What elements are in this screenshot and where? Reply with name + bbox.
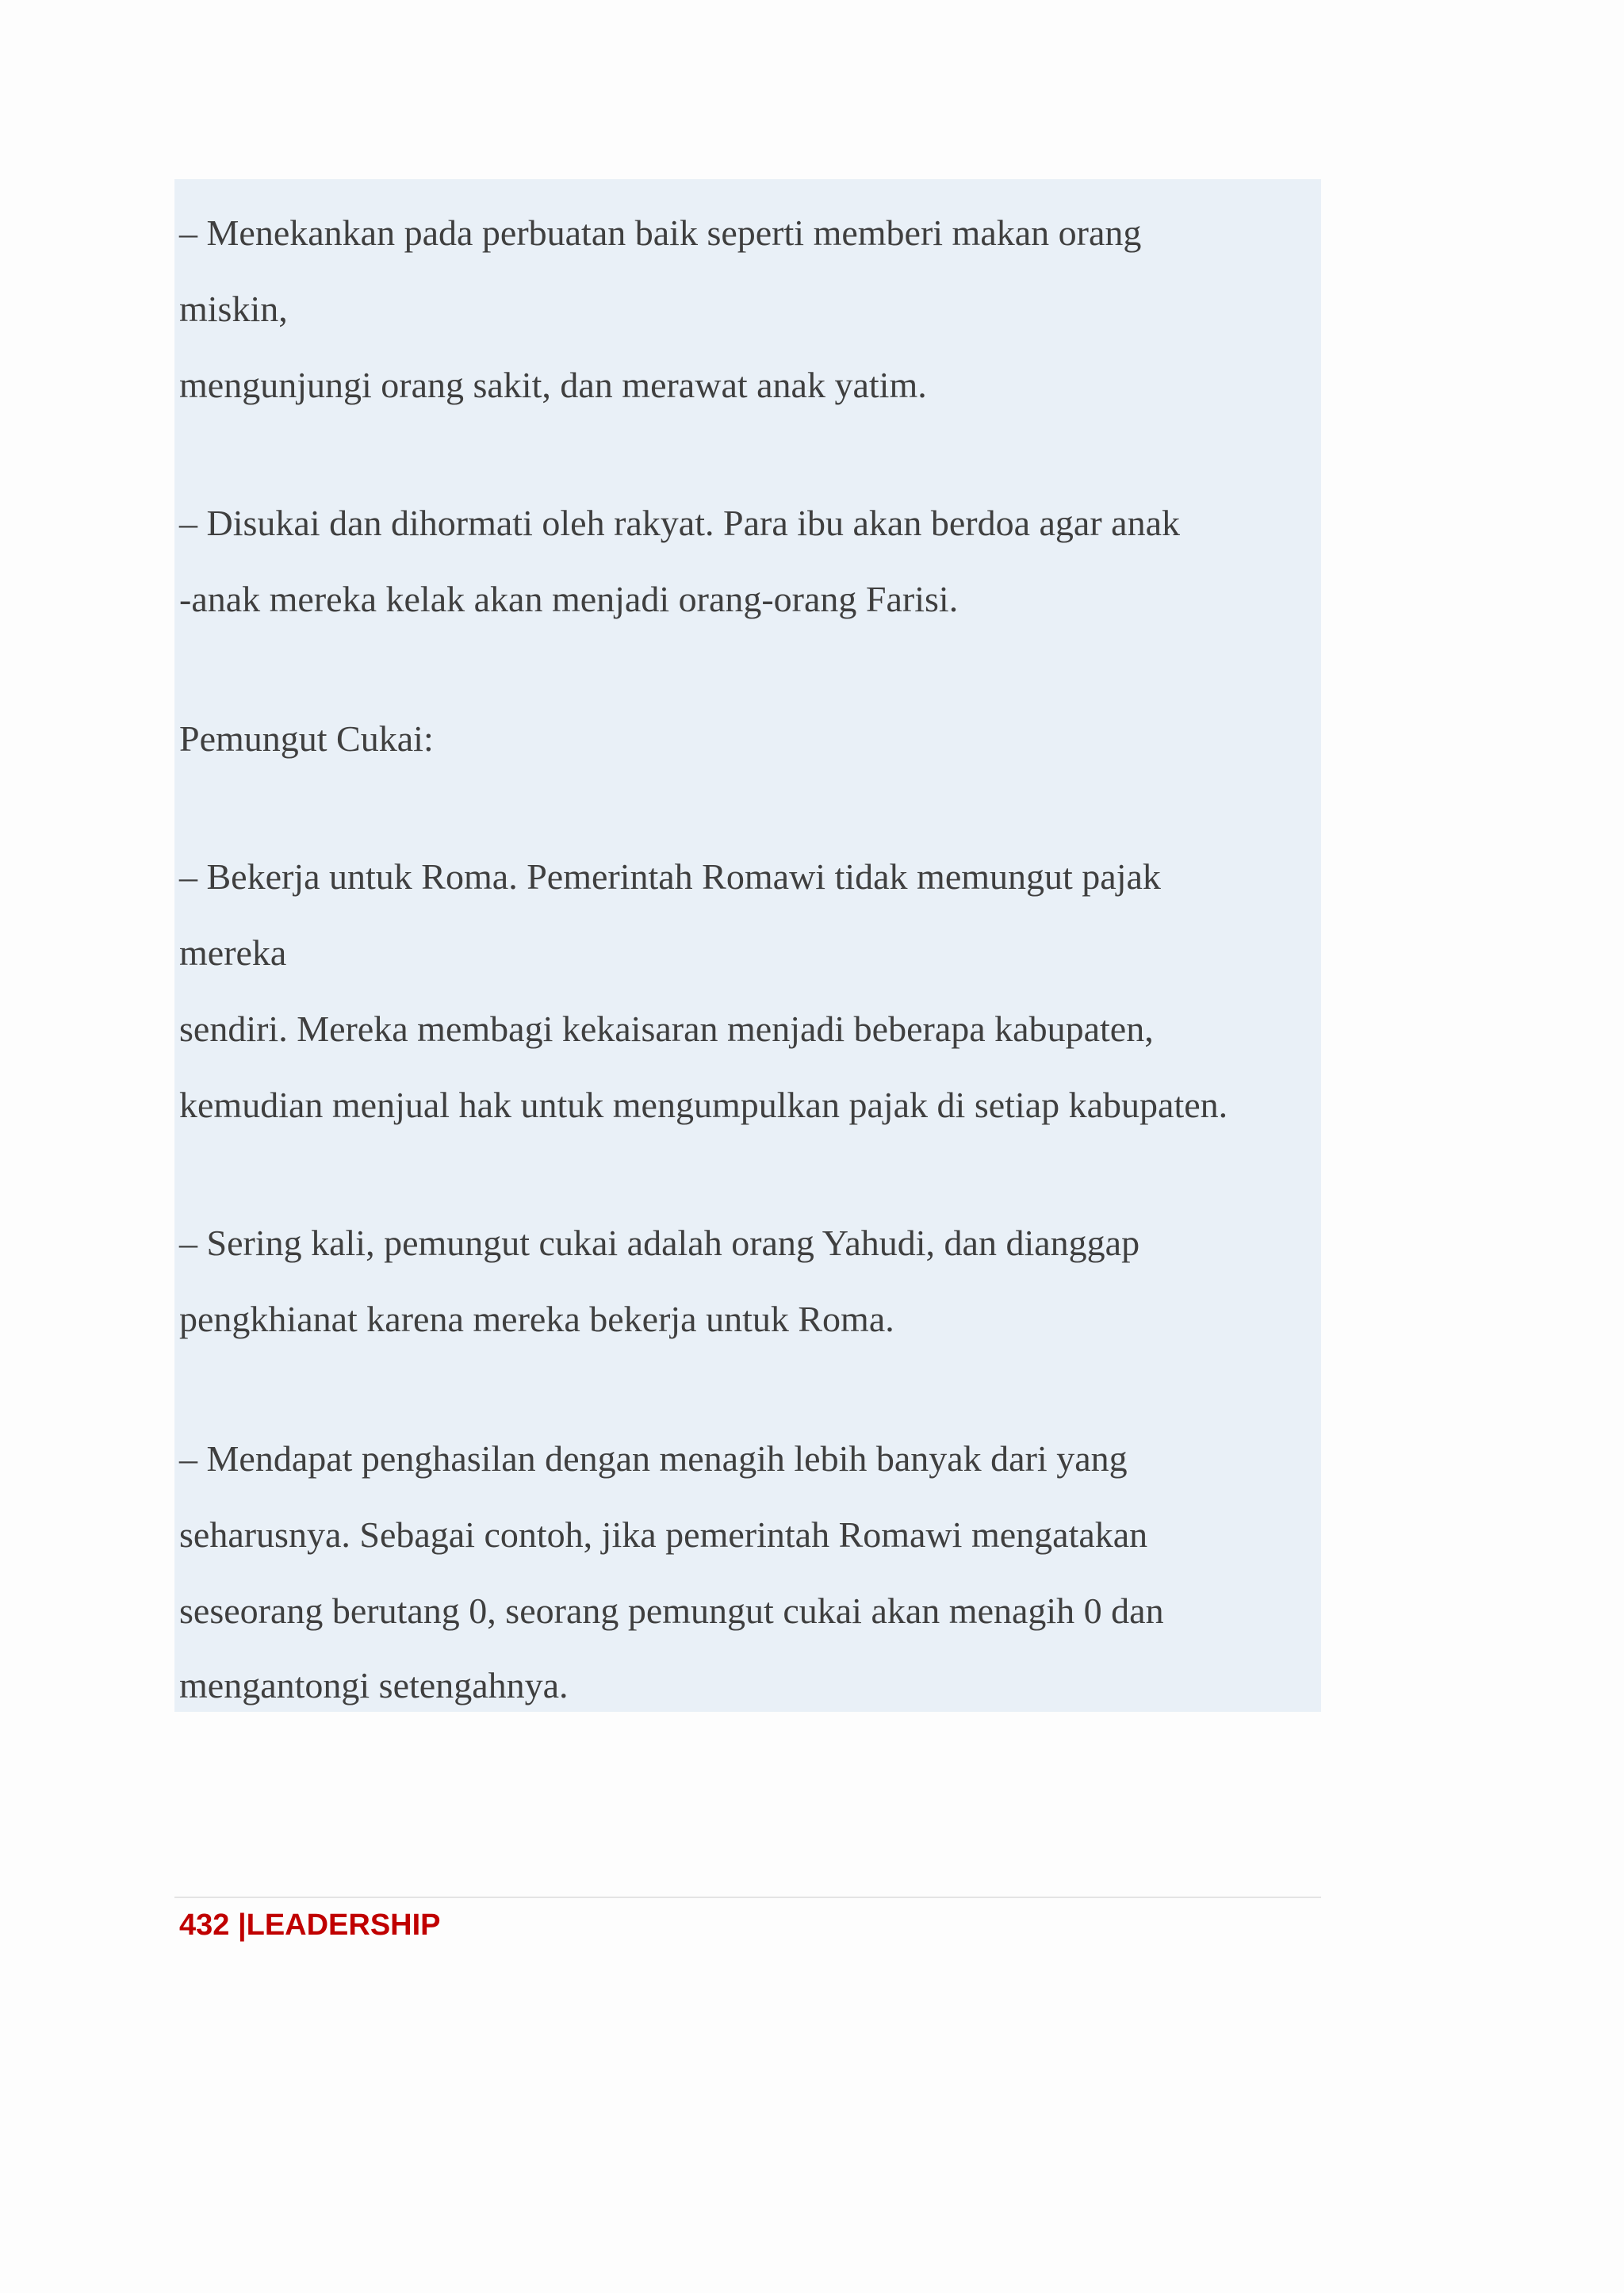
body-line: – Sering kali, pemungut cukai adalah orang Yahudi, dan dianggap bbox=[179, 1223, 1140, 1263]
body-line: sendiri. Mereka membagi kekaisaran menjadi beberapa kabupaten, bbox=[179, 1009, 1154, 1049]
page-number: 432 bbox=[179, 1908, 230, 1942]
body-line: – Bekerja untuk Roma. Pemerintah Romawi tidak memungut pajak bbox=[179, 856, 1161, 897]
body-line: seseorang berutang 0, seorang pemungut cukai akan menagih 0 dan bbox=[179, 1591, 1164, 1631]
body-line: miskin, bbox=[179, 289, 288, 329]
body-line: pengkhianat karena mereka bekerja untuk Roma. bbox=[179, 1299, 894, 1339]
footer-separator: | bbox=[237, 1908, 247, 1942]
body-line: seharusnya. Sebagai contoh, jika pemerintah Romawi mengatakan bbox=[179, 1514, 1148, 1555]
body-line: – Mendapat penghasilan dengan menagih lebih banyak dari yang bbox=[179, 1438, 1128, 1479]
page-footer bbox=[179, 1906, 441, 1944]
body-line: mengunjungi orang sakit, dan merawat anak yatim. bbox=[179, 365, 927, 405]
running-title: LEADERSHIP bbox=[246, 1908, 441, 1942]
body-line: – Menekankan pada perbuatan baik seperti memberi makan orang bbox=[179, 212, 1142, 253]
body-line: mereka bbox=[179, 932, 287, 973]
body-line: -anak mereka kelak akan menjadi orang-orang Farisi. bbox=[179, 579, 959, 619]
body-line: mengantongi setengahnya. bbox=[179, 1665, 569, 1705]
footer-divider bbox=[174, 1897, 1321, 1898]
body-line: kemudian menjual hak untuk mengumpulkan pajak di setiap kabupaten. bbox=[179, 1085, 1228, 1125]
text-panel bbox=[174, 179, 1321, 1712]
section-heading: Pemungut Cukai: bbox=[179, 718, 434, 759]
body-line: – Disukai dan dihormati oleh rakyat. Para ibu akan berdoa agar anak bbox=[179, 503, 1180, 543]
